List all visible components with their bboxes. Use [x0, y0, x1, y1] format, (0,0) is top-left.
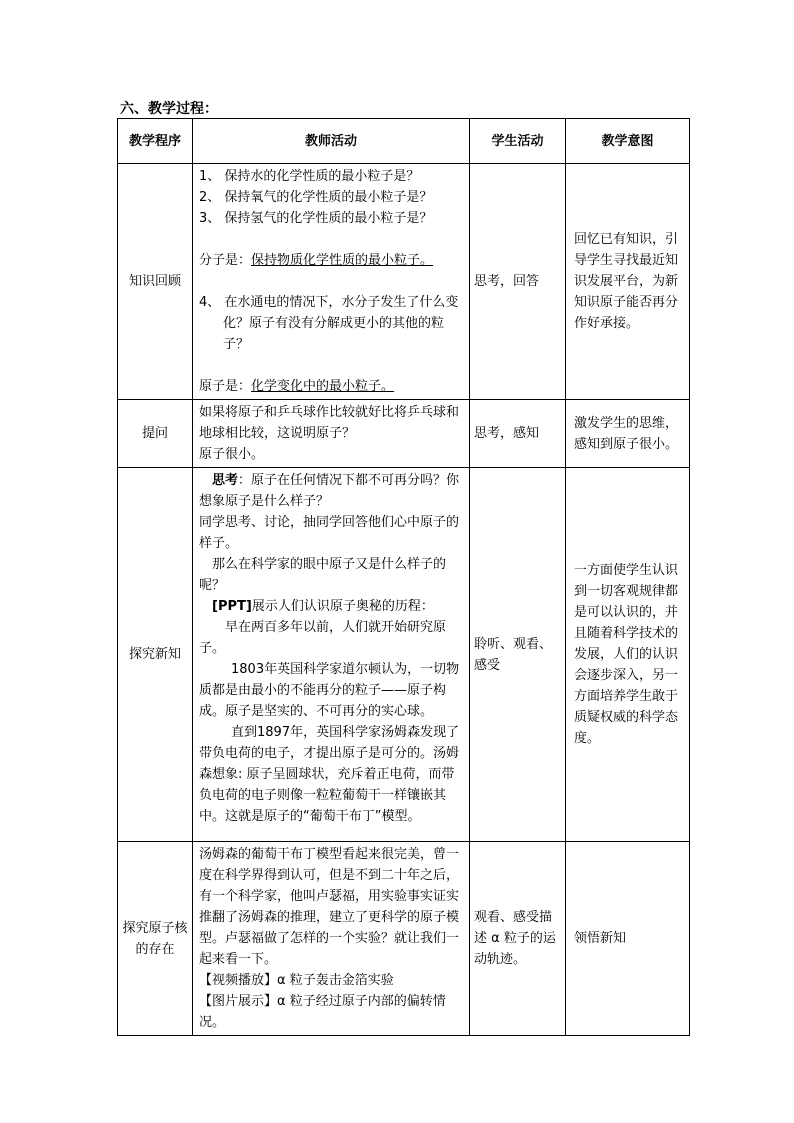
- text-line: 1803年英国科学家道尔顿认为，一切物质都是由最小的不能再分的粒子——原子构成。原子是坚实的、不可再分的实心球。: [199, 662, 460, 719]
- table-row: [118, 400, 690, 468]
- row-teaching-intent: 回忆已有知识，引导学生寻找最近知识发展平台，为新知识原子能否再分作好承接。: [566, 164, 690, 400]
- ppt-paragraph: [PPT]展示人们认识原子奥秘的历程：: [212, 599, 434, 614]
- text-line: 汤姆森的葡萄干布丁模型看起来很完美，曾一度在科学界得到认可，但是不到二十年之后，有一个科学家，他叫卢瑟福，用实验事实证实推翻了汤姆森的推理，建立了更科学的原子模型。卢瑟福做了怎样的一个实验？就让我们一起来看一下。: [199, 847, 460, 967]
- row-procedure: 探究新知: [118, 468, 193, 842]
- row-teaching-intent: 一方面使学生认识到一切客观规律都是可以认识的，并且随着科学技术的发展，人们的认识会逐步深入，另一方面培养学生敢于质疑权威的科学态度。: [566, 468, 690, 842]
- row-student-activity: 思考，感知: [470, 400, 566, 468]
- text-line: 那么在科学家的眼中原子又是什么样子的呢？: [199, 557, 447, 593]
- row-student-activity: 思考，回答: [470, 164, 566, 400]
- row-teacher-activity: [193, 164, 470, 400]
- row-teacher-activity: [193, 468, 470, 842]
- text-line: 【图片展示】α 粒子经过原子内部的偏转情况。: [199, 994, 446, 1030]
- row-student-activity: 观看、感受描述 α 粒子的运动轨迹。: [470, 842, 566, 1036]
- teaching-process-table: [117, 118, 690, 1036]
- question-line: 3、 保持氢气的化学性质的最小粒子是？: [199, 211, 433, 226]
- section-heading: 六、教学过程：: [120, 101, 218, 117]
- text-line: 同学思考、讨论，抽同学回答他们心中原子的样子。: [199, 515, 460, 551]
- header-teaching-intent: 教学意图: [566, 119, 690, 164]
- table-row: [118, 468, 690, 842]
- text-line: 如果将原子和乒乓球作比较就好比将乒乓球和地球相比较，这说明原子？: [199, 405, 460, 441]
- row-teacher-activity: [193, 842, 470, 1036]
- table-row: [118, 842, 690, 1036]
- question-line: 1、 保持水的化学性质的最小粒子是？: [199, 169, 420, 184]
- question-line: 2、 保持氧气的化学性质的最小粒子是？: [199, 190, 433, 205]
- table-row: [118, 164, 690, 400]
- text-line: 【视频播放】α 粒子轰击金箔实验: [199, 973, 394, 988]
- row-teaching-intent: 激发学生的思维，感知到原子很小。: [566, 400, 690, 468]
- text-line: 早在两百多年以前，人们就开始研究原子。: [199, 620, 447, 656]
- text-line: 直到1897年，英国科学家汤姆森发现了带负电荷的电子，才提出原子是可分的。汤姆森想象: 原子呈圆球状，充斥着正电荷，而带负电荷的电子则像一粒粒葡萄干一样镶嵌其中。这就是原子的“葡萄干布丁”模型。: [199, 725, 460, 824]
- row-student-activity: 聆听、观看、感受: [470, 468, 566, 842]
- table-header-row: [118, 119, 690, 164]
- text-line: 原子很小。: [199, 447, 265, 462]
- molecule-definition: 分子是：保持物质化学性质的最小粒子。: [199, 253, 434, 268]
- question-line: 4、 在水通电的情况下，水分子发生了什么变化？原子有没有分解成更小的其他的粒子？: [199, 295, 459, 352]
- atom-definition: 原子是：化学变化中的最小粒子。: [199, 379, 395, 394]
- header-procedure: 教学程序: [118, 119, 193, 164]
- row-procedure: 知识回顾: [118, 164, 193, 400]
- row-teacher-activity: [193, 400, 470, 468]
- row-teaching-intent: 领悟新知: [566, 842, 690, 1036]
- think-paragraph: 思考：原子在任何情况下都不可再分吗？你想象原子是什么样子？: [199, 473, 460, 509]
- header-student-activity: 学生活动: [470, 119, 566, 164]
- row-procedure: 探究原子核的存在: [118, 842, 193, 1036]
- row-procedure: 提问: [118, 400, 193, 468]
- header-teacher-activity: 教师活动: [193, 119, 470, 164]
